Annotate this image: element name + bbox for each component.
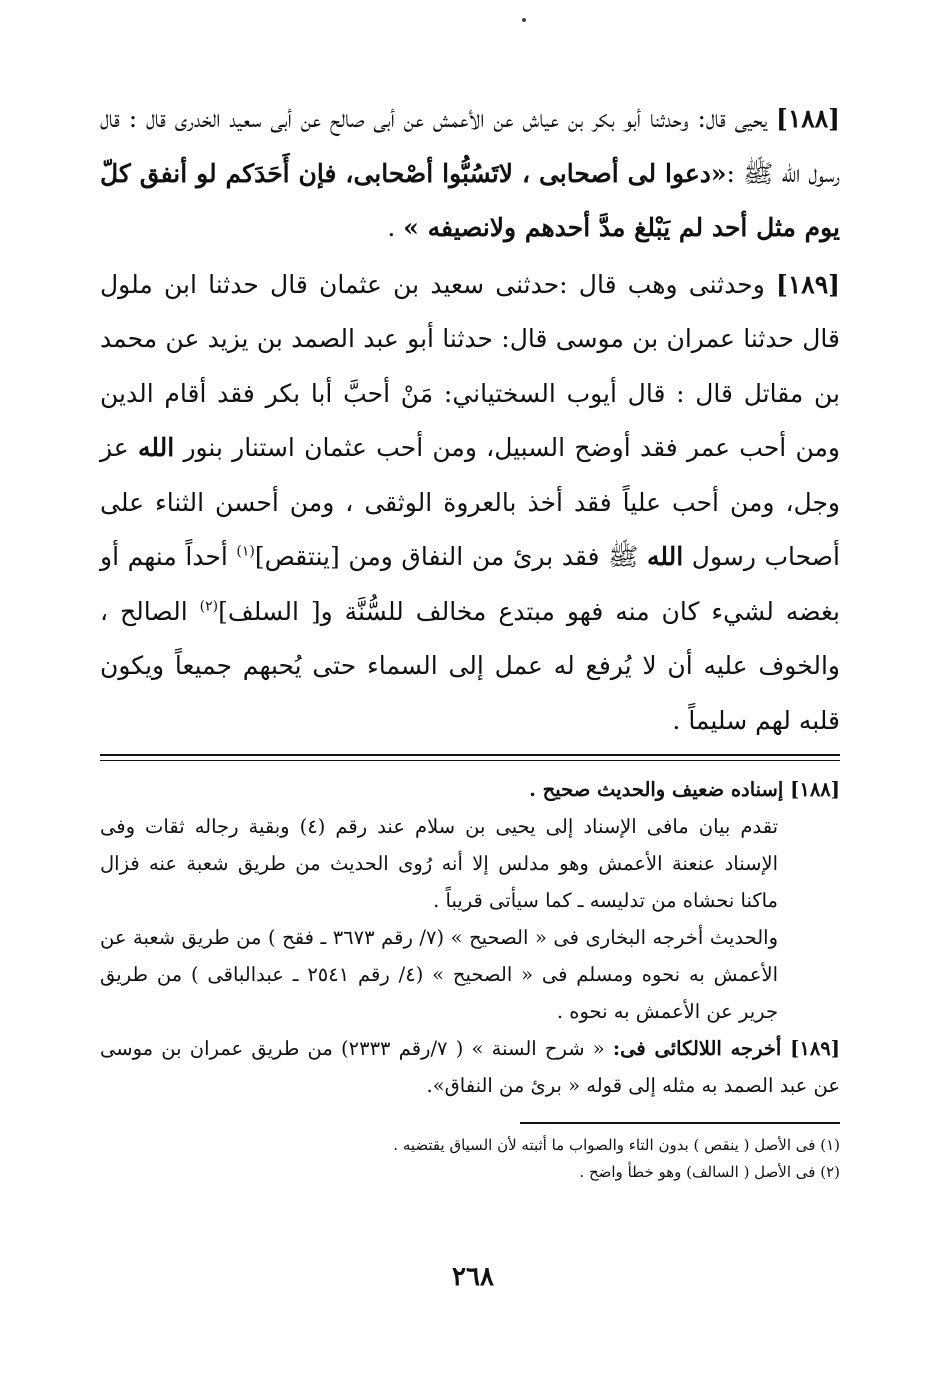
footnote-divider [520, 1122, 840, 1124]
hadith-text: أحداً منهم أو بغضه لشيء كان منه فهو مبتدع مخالف للسُّنَّة و[ السلف] [100, 542, 840, 626]
footnote-marker: (١) [236, 543, 255, 560]
hadith-number: [١٨٨] [776, 104, 840, 133]
note-189-heading: [١٨٩] أخرجه اللالكائى فى: [612, 1037, 840, 1060]
hadith-text: الصالح ، والخوف عليه أن لا يُرفع له عمل إلى السماء حتى يُحبهم جميعاً ويكون قلبه لهم سليماً . [100, 596, 840, 735]
page-body [100, 92, 840, 1186]
hadith-matn: «دعوا لى أصحابى ، لاتَسُبُّوا أصْحابى، فإن أَحَدَكم لو أنفق كلّ يوم مثل أحد لم يَبْلغ مدَّ أحدهم ولانصيفه » [100, 158, 840, 242]
footnote-2: (٢) فى الأصل ( السالف) وهو خطأ واضح . [579, 1163, 840, 1181]
hadith-end: . [387, 213, 404, 242]
hadith-text: وحدثنى وهب قال :حدثنى سعيد بن عثمان قال حدثنا ابن ملول قال حدثنا عمران بن موسى قال: حدثنا أبو عبد الصمد بن يزيد عن محمد بن مقاتل قال : قال أيوب السختياني: مَنْ أحبَّ أبا بكر فقد أقام الدين ومن أحب عمر فقد أوضح السبيل، ومن أحب عثمان استنار بنور [100, 269, 840, 462]
footnote-marker: (٢) [199, 598, 219, 615]
note-188-para-2: والحديث أخرجه البخارى فى « الصحيح » (٧/ رقم ٣٦٧٣ ـ فقح ) من طريق شعبة عن الأعمش به نحوه ومسلم فى « الصحيح » (٤/ رقم ٢٥٤١ ـ عبدالباقى ) من طريق جرير عن الأعمش به نحوه . [100, 926, 778, 1023]
hadith-189 [100, 258, 840, 749]
section-divider [100, 754, 840, 761]
note-189-text: « شرح السنة » ( ٧/رقم ٢٣٣٣) من طريق عمران بن موسى عن عبد الصمد به مثله إلى قوله « برئ من النفاق». [100, 1037, 840, 1097]
hadith-chain: يحيى قال: وحدثنا أبو بكر بن عياش عن الأعمش عن أبى صالح عن أبى سعيد الخدرى قال : قال رسول الله ﷺ : [100, 104, 840, 188]
page-number: ٢٦٨ [452, 1262, 494, 1292]
hadith-text: ﷺ فقد برئ من النفاق ومن [ينتقص] [254, 542, 647, 571]
note-189 [100, 1030, 840, 1104]
footnotes [100, 1132, 840, 1186]
page-mark [522, 18, 526, 22]
main-text [100, 92, 840, 748]
note-188-para-1: تقدم بيان مافى الإسناد إلى يحيى بن سلام عند رقم (٤) وبقية رجاله ثقات وفى الإسناد عنعنة الأعمش وهو مدلس إلا أنه رُوى الحديث من طريق شعبة عنه فزال ماكنا نحشاه من تدليسه ـ كما سيأتى قريباً . [100, 815, 779, 912]
allah-word: الله [137, 433, 175, 462]
note-188-heading: [١٨٨] إسناده ضعيف والحديث صحيح . [529, 778, 840, 801]
hadith-188 [100, 92, 840, 256]
footnote-1: (١) فى الأصل ( ينقص ) بدون التاء والصواب ما أثبته لأن السياق يقتضيه . [393, 1136, 840, 1154]
allah-word: الله [646, 542, 684, 571]
hadith-text: عز وجل، ومن أحب علياً فقد أخذ بالعروة الوثقى ، ومن أحسن الثناء على أصحاب رسول [100, 433, 840, 571]
hadith-number: [١٨٩] [776, 269, 840, 299]
commentary [100, 771, 840, 1104]
